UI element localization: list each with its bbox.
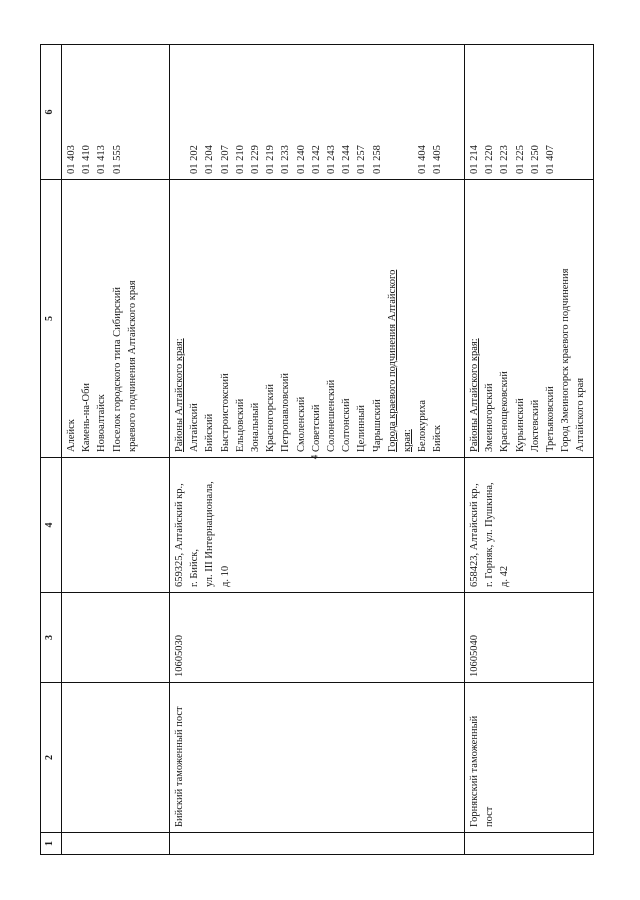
post-name-line: пост — [484, 806, 496, 827]
code-line: 01 207 — [219, 145, 231, 174]
cell-address — [62, 458, 170, 593]
code-line: 01 202 — [189, 145, 201, 174]
code-line: 01 404 — [417, 145, 429, 174]
cell-post-name — [62, 683, 170, 833]
territory-line: Белокуриха — [417, 399, 429, 452]
header-col-6: 6 — [41, 45, 62, 180]
territory-line: Поселок городского типа Сибирский — [111, 287, 123, 452]
code-line: 01 220 — [484, 145, 496, 174]
header-col-1: 1 — [41, 833, 62, 855]
cell-okato-codes — [465, 45, 594, 180]
code-line: 01 258 — [371, 145, 383, 174]
territory-line: Петропавловский — [280, 373, 292, 452]
territory-line: Новоалтайск — [96, 394, 108, 452]
territory-line: Быстроистокский — [219, 373, 231, 452]
territory-line: Краснощековский — [499, 371, 511, 452]
code-line: 01 219 — [265, 145, 277, 174]
territory-line: Красногорский — [265, 384, 277, 452]
territory-line: Зональный — [250, 402, 262, 452]
header-row — [41, 45, 62, 855]
territory-heading: края: — [402, 429, 414, 452]
code-line: 01 244 — [341, 145, 353, 174]
cell-post-name — [465, 683, 594, 833]
territory-line: Бийск — [432, 424, 444, 452]
address-line: д. 42 — [499, 565, 511, 587]
code-line: 01 210 — [234, 145, 246, 174]
code-line: 01 214 — [469, 145, 480, 174]
territory-line: Город Змеиногорск краевого подчинения — [560, 268, 572, 452]
code-blank — [400, 50, 415, 174]
cell-territories — [170, 180, 465, 458]
cell-post-name: Бийский таможенный пост — [170, 683, 465, 833]
territory-line: Целинный — [356, 404, 368, 452]
cell-number — [465, 833, 594, 855]
header-col-4: 4 — [41, 458, 62, 593]
cell-address — [170, 458, 465, 593]
cell-okato-codes — [62, 45, 170, 180]
header-col-3: 3 — [41, 593, 62, 683]
cell-okato-codes — [170, 45, 465, 180]
address-line: 659325, Алтайский кр., — [174, 483, 185, 587]
cell-address — [465, 458, 594, 593]
address-line: г. Бийск, — [189, 548, 201, 587]
address-line: 658423, Алтайский кр., — [469, 483, 480, 587]
code-blank — [385, 50, 400, 174]
header-col-5: 5 — [41, 180, 62, 458]
cell-number — [170, 833, 465, 855]
code-line: 01 229 — [250, 145, 261, 174]
address-line: д. 10 — [219, 565, 231, 587]
code-line: 01 405 — [432, 145, 444, 174]
code-line: 01 555 — [111, 145, 123, 174]
code-line: 01 225 — [514, 145, 526, 174]
table-row — [465, 45, 594, 855]
header-col-2: 2 — [41, 683, 62, 833]
code-line: 01 403 — [66, 145, 77, 174]
code-line: 01 223 — [499, 145, 511, 174]
code-line: 01 250 — [529, 145, 541, 174]
cell-post-code — [62, 593, 170, 683]
territory-line: Бийский — [204, 413, 216, 452]
cell-post-code: 10605030 — [170, 593, 465, 683]
territory-heading: Районы Алтайского края: — [174, 338, 185, 452]
code-line: 01 204 — [204, 145, 216, 174]
territory-line: Алтайский — [189, 403, 201, 452]
territory-line: Алтайского края — [575, 377, 587, 452]
cell-post-code: 10605040 — [465, 593, 594, 683]
territory-line: Чарышский — [371, 399, 383, 452]
territory-line: Третьяковский — [545, 386, 557, 452]
territory-heading: Города краевого подчинения Алтайского — [386, 269, 398, 452]
address-line: г. Горняк, ул. Пушкина, — [484, 482, 496, 587]
code-line: 01 243 — [326, 145, 338, 174]
territory-heading: Районы Алтайского края: — [469, 338, 480, 452]
territory-line: Камень-на-Оби — [81, 382, 93, 452]
territory-line: Змеиногорский — [484, 383, 496, 452]
table-row — [62, 45, 170, 855]
code-line: 01 413 — [96, 145, 108, 174]
post-name-line: Горнякский таможенный — [469, 715, 480, 827]
code-line: 01 407 — [545, 145, 557, 174]
code-line: 01 410 — [81, 145, 93, 174]
table-row — [170, 45, 465, 855]
code-blank — [172, 50, 187, 174]
code-line: 01 233 — [280, 145, 292, 174]
code-line: 01 240 — [295, 145, 307, 174]
territory-line: краевого подчинения Алтайского края — [126, 280, 138, 452]
address-line: ул. III Интернационала, — [204, 481, 216, 587]
territory-line: Советский — [310, 404, 322, 452]
territory-line: Ельцовский — [234, 398, 246, 452]
customs-posts-table — [40, 44, 594, 855]
territory-line: Солонешенский — [326, 379, 338, 452]
territory-line: Локтевский — [529, 399, 541, 452]
code-line: 01 242 — [310, 145, 322, 174]
rotated-table-wrapper — [40, 45, 585, 855]
cell-number — [62, 833, 170, 855]
code-line: 01 257 — [356, 145, 368, 174]
territory-line: Смоленский — [295, 396, 307, 452]
cell-territories — [62, 180, 170, 458]
territory-line: Курьинский — [514, 398, 526, 452]
territory-line: Солтонский — [341, 398, 353, 452]
page-number: 4 — [309, 454, 320, 460]
territory-line: Алейск — [66, 419, 77, 452]
cell-territories — [465, 180, 594, 458]
